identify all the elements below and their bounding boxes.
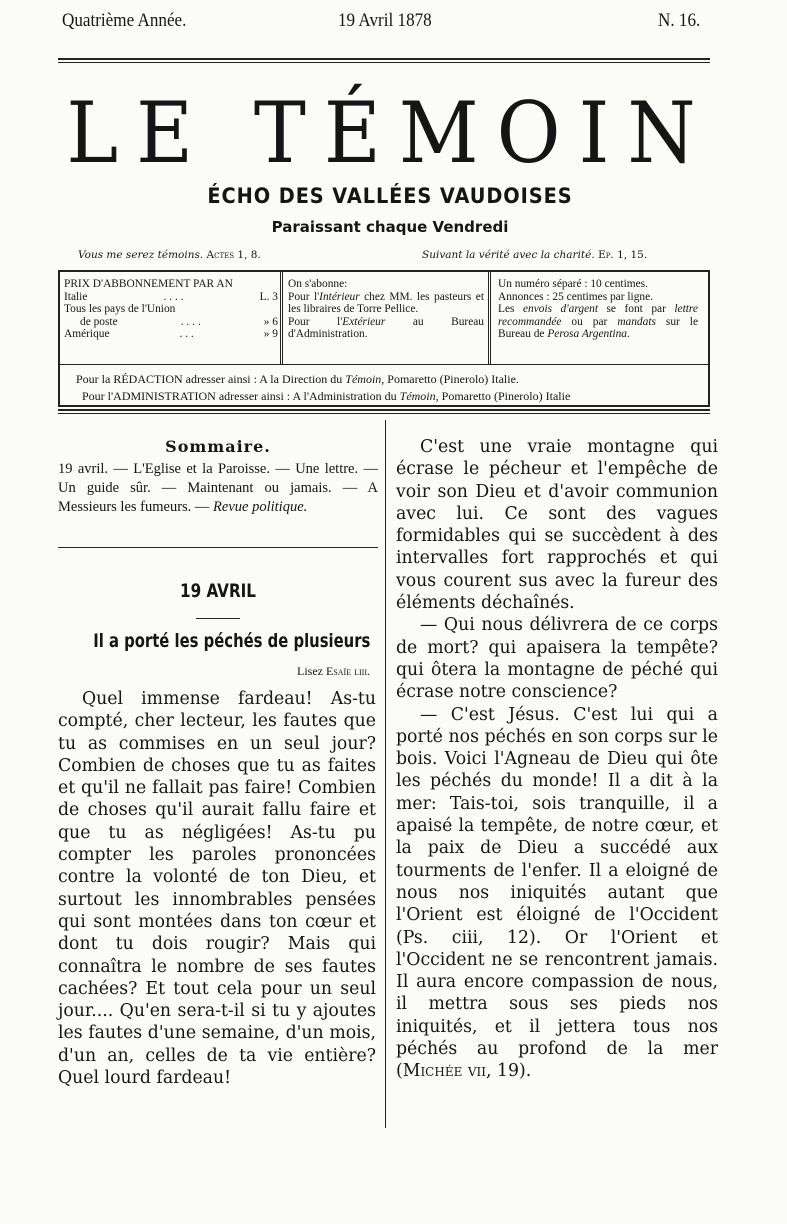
price-dots: . . . . <box>180 315 201 328</box>
text: au Bureau d'Administration. <box>288 315 485 340</box>
price-label: de poste <box>80 315 118 328</box>
masthead-bottom-rule <box>58 409 710 414</box>
text: ou par <box>561 315 618 328</box>
administration-address <box>82 389 570 404</box>
text: Témoin <box>345 372 382 386</box>
text: Témoin <box>399 389 436 403</box>
text: . <box>626 328 630 340</box>
text: Pour l' <box>288 315 343 328</box>
misc-info <box>498 278 698 341</box>
summary-italic-item: Revue politique. <box>213 499 308 515</box>
article-title: Il a porté les péchés de plusieurs <box>93 630 371 652</box>
newspaper-title: LE TÉMOIN <box>66 85 714 183</box>
price-label: Tous les pays de l'Union <box>64 303 176 315</box>
price-title: PRIX D'ABBONNEMENT PAR AN <box>64 278 233 290</box>
motto-left-ref: Actes 1, 8. <box>206 249 261 261</box>
text: Extérieur <box>342 315 386 328</box>
motto-right <box>422 249 647 261</box>
single-issue-price: Un numéro séparé : 10 centimes. <box>498 278 648 290</box>
text: Intérieur <box>319 290 360 303</box>
redaction-address <box>76 372 519 387</box>
subscribe-title: On s'abonne: <box>288 278 348 290</box>
price-table <box>64 278 278 341</box>
payment-info <box>498 303 698 341</box>
subscription-box <box>58 270 710 407</box>
summary-title: Sommaire. <box>165 437 271 456</box>
motto-left <box>78 249 261 261</box>
ad-price: Annonces : 25 centimes par ligne. <box>498 290 653 303</box>
box-divider <box>280 272 283 364</box>
short-rule <box>196 618 240 619</box>
text: Lisez <box>297 664 326 678</box>
article-reference <box>210 664 370 679</box>
box-divider <box>488 272 491 364</box>
article-paragraph: Quel immense fardeau! As-tu compté, cher lecteur, les fautes que tu as commises en un seul jour? Combien de choses que tu as faites et qu'il ne fallait pas faire! Combien de choses qu'il aurait fallu faire et que tu as négligées! As-tu pu compter les paroles prononcées contre la volonté de ton Dieu, et surtout les innombrables pensées qui sont montées dans ton cœur et dont tu dois rougir? Mais qui connaîtra le nombre de ses fautes cachées? Et tout cela pour un seul jour.... Qu'en sera-t-il si tu y ajoutes les fautes d'une semaine, d'un mois, d'un an, celles de ta vie entière? Quel lourd fardeau! <box>58 689 376 1089</box>
newspaper-subtitle: ÉCHO DES VALLÉES VAUDOISES <box>207 184 573 208</box>
article-paragraph: — Qui nous délivrera de ce corps de mort? qui apaisera la tempête? qui ôtera la montagne de péché qui écrase notre conscience? <box>396 615 718 703</box>
motto-left-text: Vous me serez témoins. <box>78 249 204 261</box>
price-row <box>64 328 278 341</box>
text: Les <box>498 303 523 315</box>
summary-text <box>58 460 378 517</box>
subscribe-interior <box>288 291 484 316</box>
issue-number: N. 16. <box>658 10 701 31</box>
publication-frequency: Paraissant chaque Vendredi <box>271 218 509 236</box>
price-value: » 9 <box>263 328 278 340</box>
article-left-column <box>58 688 376 1089</box>
text: Pour la RÉDACTION adresser ainsi : A la Direction du <box>76 372 346 386</box>
price-value: » 6 <box>263 315 278 328</box>
text: sur le Bureau de <box>498 315 698 340</box>
article-paragraph <box>396 704 718 1083</box>
subscribe-info <box>288 278 484 341</box>
text: Pour l' <box>288 290 320 303</box>
price-row <box>64 303 278 316</box>
subscribe-exterior <box>288 316 484 341</box>
issue-date: 19 Avril 1878 <box>338 10 432 31</box>
text: ). <box>518 1061 532 1082</box>
text: se font par <box>598 303 675 315</box>
price-label: Italie <box>64 290 88 303</box>
text: Pour l'ADMINISTRATION adresser ainsi : A l'Administration du <box>82 389 400 403</box>
price-dots: . . . . <box>163 290 184 303</box>
header-line <box>62 6 712 38</box>
price-label: Amérique <box>64 328 110 340</box>
text: Esaïe liii. <box>326 664 370 678</box>
text: Perosa Argentina <box>547 328 627 340</box>
header-rule <box>58 58 710 63</box>
text: lettre recommandée <box>498 303 698 328</box>
price-row <box>64 316 278 329</box>
summary-rule <box>58 547 378 548</box>
text: Michée vii, 19 <box>402 1061 519 1082</box>
summary-items: 19 avril. — L'Eglise et la Paroisse. — Une lettre. — Un guide sûr. — Maintenant ou jamais. — A Messieurs les fumeurs. — <box>58 461 378 515</box>
article-right-column <box>396 436 718 1083</box>
motto-right-ref: Ep. 1, 15. <box>598 249 648 261</box>
year-label: Quatrième Année. <box>62 10 187 31</box>
text: mandats <box>617 315 656 328</box>
box-rule <box>60 364 708 365</box>
article-paragraph: C'est une vraie montagne qui écrase le pécheur et l'empêche de voir son Dieu et d'avoir communion avec lui. Ce sont des vagues formidables qui se succèdent à des intervalles fort rapprochés et qui vous courent sus avec la fureur des éléments déchaînés. <box>396 437 718 614</box>
price-dots: . . . <box>179 328 194 340</box>
motto-right-text: Suivant la vérité avec la charité. <box>422 249 595 261</box>
text: envois d'argent <box>522 303 598 315</box>
text: — C'est Jésus. C'est lui qui a porté nos péchés en son corps sur le bois. Voici l'Agneau de Dieu qui ôte les péchés du monde! Il a dit à la mer: Tais-toi, sois tranquille, il a apaisé la tempête, de notre cœur, et la paix de Dieu a succédé aux tourments de l'enfer. Il a eloigné de nous nos iniquités autant que l'Orient est éloigné de l'Occident (Ps. ciii, 12). Or l'Orient et l'Occident ne se rencontrent jamais. Il aura encore compassion de nous, il mettra sous ses pieds nos iniquités, et il jettera tous nos péchés au profond de la mer ( <box>396 704 718 1082</box>
text: , Pomaretto (Pinerolo) Italie. <box>381 372 519 386</box>
column-divider <box>385 420 386 1128</box>
text: , Pomaretto (Pinerolo) Italie <box>435 389 571 403</box>
price-row <box>64 291 278 304</box>
article-date: 19 AVRIL <box>180 580 256 602</box>
price-value: L. 3 <box>259 290 278 303</box>
text: chez MM. les pasteurs et les libraires de Torre Pellice. <box>288 290 484 315</box>
